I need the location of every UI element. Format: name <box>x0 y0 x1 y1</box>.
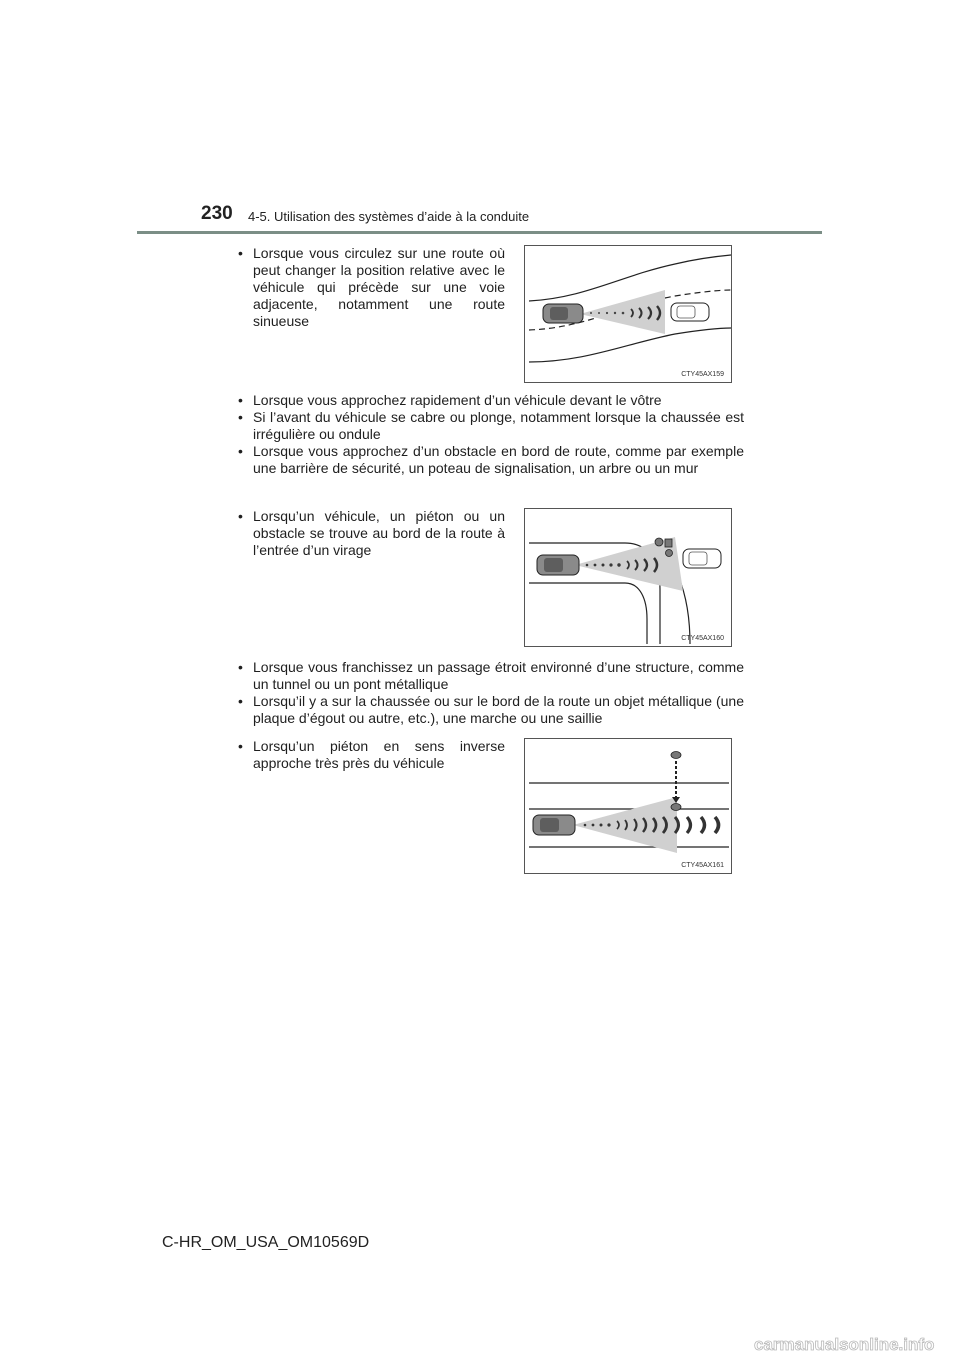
section-title: 4-5. Utilisation des systèmes d’aide à la conduite <box>248 209 530 224</box>
list-item-text: Lorsqu’il y a sur la chaussée ou sur le bord de la route un objet métallique (une plaque d’égout ou autre, etc.), une marche ou une saillie <box>253 693 744 726</box>
bullet-dot: • <box>238 693 243 709</box>
header-rule <box>137 231 822 234</box>
curve-entry-illustration <box>525 509 733 648</box>
bullet-dot: • <box>238 245 243 261</box>
bullet-dot: • <box>238 659 243 675</box>
figure-code: CTY45AX161 <box>681 862 724 869</box>
list-item-text: Lorsque vous circulez sur une route où peut changer la position relative avec le véhicule qui précède sur une voie adjacente, notamment une route sinueuse <box>253 245 505 329</box>
figure-code: CTY45AX159 <box>681 371 724 378</box>
list-item <box>232 738 505 772</box>
oncoming-pedestrian-illustration <box>525 739 733 875</box>
bullet-dot: • <box>238 508 243 524</box>
list-item <box>232 443 744 477</box>
list-item <box>232 392 744 409</box>
footer-document-code: C-HR_OM_USA_OM10569D <box>162 1234 370 1251</box>
bullet-group-3 <box>232 508 505 559</box>
list-item <box>232 245 505 330</box>
page-number: 230 <box>201 203 233 224</box>
list-item-text: Lorsque vous approchez d’un obstacle en bord de route, comme par exemple une barrière de sécurité, un poteau de signalisation, un arbre ou un mur <box>253 443 744 476</box>
list-item <box>232 693 744 727</box>
bullet-group-5 <box>232 738 505 772</box>
bullet-dot: • <box>238 443 243 459</box>
figure-oncoming-pedestrian <box>524 738 732 874</box>
list-item-text: Lorsque vous approchez rapidement d’un véhicule devant le vôtre <box>253 392 662 408</box>
watermark-logo <box>750 1328 960 1358</box>
list-item-text: Lorsqu’un piéton en sens inverse approche très près du véhicule <box>253 738 505 771</box>
list-item <box>232 659 744 693</box>
svg-text:carmanualsonline.info: carmanualsonline.info <box>754 1335 935 1354</box>
figure-curve-entry <box>524 508 732 647</box>
figure-code: CTY45AX160 <box>681 635 724 642</box>
bullet-group-4 <box>232 659 744 727</box>
bullet-dot: • <box>238 392 243 408</box>
winding-road-illustration <box>525 246 733 384</box>
bullet-dot: • <box>238 738 243 754</box>
list-item <box>232 409 744 443</box>
list-item-text: Si l’avant du véhicule se cabre ou plonge, notamment lorsque la chaussée est irrégulière ou ondule <box>253 409 744 442</box>
bullet-group-2 <box>232 392 744 477</box>
list-item <box>232 508 505 559</box>
list-item-text: Lorsque vous franchissez un passage étroit environné d’une structure, comme un tunnel ou un pont métallique <box>253 659 744 692</box>
bullet-group-1 <box>232 245 505 330</box>
figure-winding-road <box>524 245 732 383</box>
list-item-text: Lorsqu’un véhicule, un piéton ou un obstacle se trouve au bord de la route à l’entrée d’un virage <box>253 508 505 558</box>
bullet-dot: • <box>238 409 243 425</box>
